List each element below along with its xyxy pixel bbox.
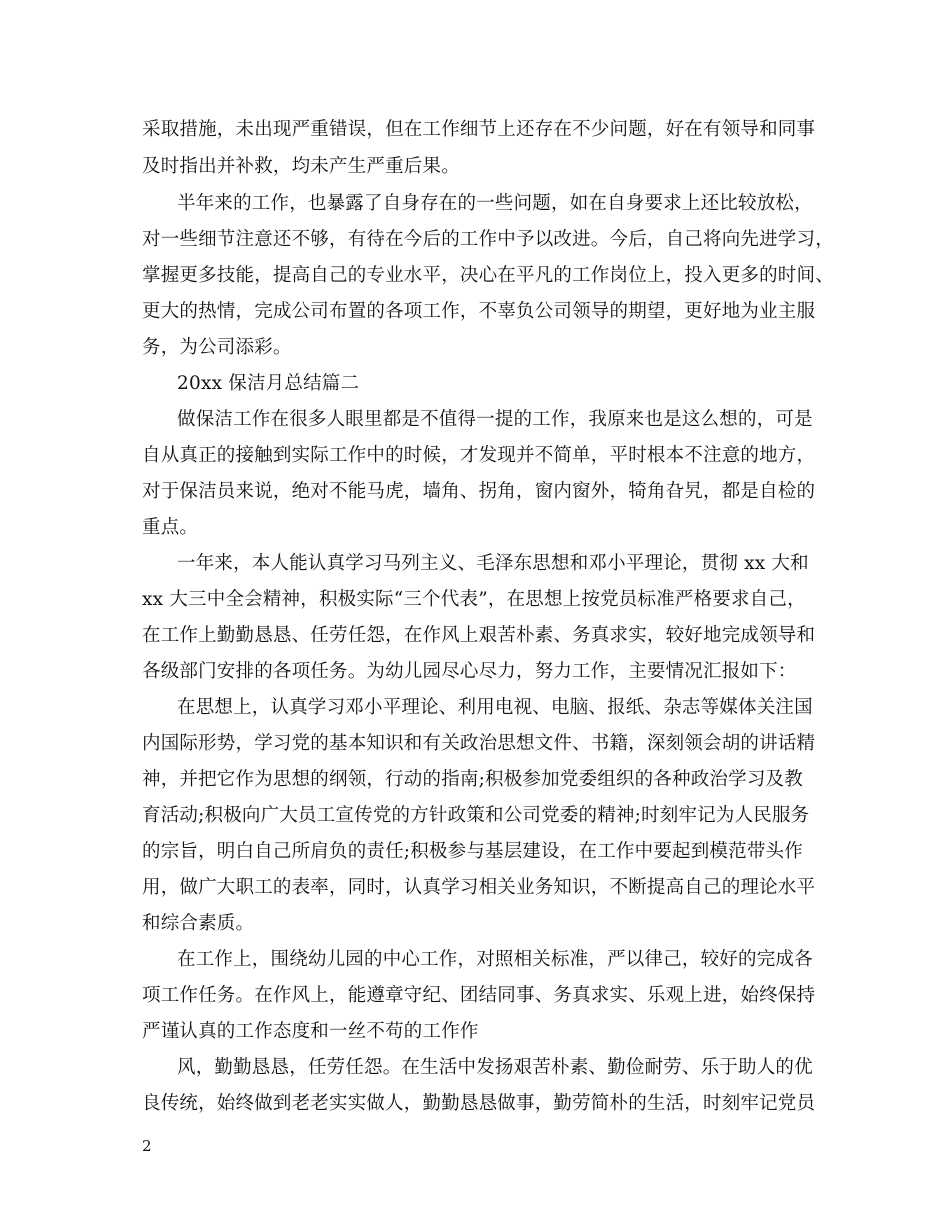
text-line: 育活动;积极向广大员工宣传党的方针政策和公司党委的精神;时刻牢记为人民服务 [142, 805, 810, 826]
text-line: 及时指出并补救，均未产生严重后果。 [142, 156, 460, 177]
text-line: 内国际形势，学习党的基本知识和有关政治思想文件、书籍，深刻领会胡的讲话精 [142, 733, 816, 754]
text-line: 神，并把它作为思想的纲领，行动的指南;积极参加党委组织的各种政治学习及教 [142, 769, 803, 790]
text-line: 用，做广大职工的表率，同时，认真学习相关业务知识，不断提高自己的理论水平 [142, 877, 816, 898]
text-line: 自从真正的接触到实际工作中的时候，才发现并不简单，平时根本不注意的地方， [142, 445, 816, 466]
text-line: 在思想上，认真学习邓小平理论、利用电视、电脑、报纸、杂志等媒体关注国 [177, 697, 813, 718]
text-line: 更大的热情，完成公司布置的各项工作，不辜负公司领导的期望，更好地为业主服 [142, 301, 816, 322]
text-line: 半年来的工作，也暴露了自身存在的一些问题，如在自身要求上还比较放松， [177, 193, 813, 214]
text-line: 项工作任务。在作风上，能遵章守纪、团结同事、务真求实、乐观上进，始终保持 [142, 985, 816, 1006]
text-line: 务，为公司添彩。 [142, 337, 292, 358]
text-line: 一年来，本人能认真学习马列主义、毛泽东思想和邓小平理论，贯彻 xx 大和 [177, 553, 809, 574]
text-line: 对于保洁员来说，绝对不能马虎，墙角、拐角，窗内窗外，犄角旮旯，都是自检的 [142, 481, 816, 502]
text-line: 严谨认真的工作态度和一丝不苟的工作作 [142, 1021, 479, 1042]
text-line: 风，勤勤恳恳，任劳任怨。在生活中发扬艰苦朴素、勤俭耐劳、乐于助人的优 [177, 1057, 813, 1078]
text-line: 掌握更多技能，提高自己的专业水平，决心在平凡的工作岗位上，投入更多的时间、 [142, 265, 834, 286]
text-line: 各级部门安排的各项任务。为幼儿园尽心尽力，努力工作，主要情况汇报如下： [142, 661, 797, 682]
section-heading: 20xx 保洁月总结篇二 [177, 373, 360, 394]
text-line: 在工作上勤勤恳恳、任劳任怨，在作风上艰苦朴素、务真求实，较好地完成领导和 [142, 625, 816, 646]
text-line: 的宗旨，明白自己所肩负的责任;积极参与基层建设，在工作中要起到模范带头作 [142, 841, 803, 862]
text-line: 做保洁工作在很多人眼里都是不值得一提的工作，我原来也是这么想的，可是 [177, 409, 813, 430]
text-line: 对一些细节注意还不够，有待在今后的工作中予以改进。今后，自己将向先进学习， [142, 229, 834, 250]
text-line: 和综合素质。 [142, 913, 255, 934]
text-line: 采取措施，未出现严重错误，但在工作细节上还存在不少问题，好在有领导和同事 [142, 119, 816, 140]
text-line: 良传统，始终做到老老实实做人，勤勤恳恳做事，勤劳简朴的生活，时刻牢记党员 [142, 1093, 816, 1114]
text-line: 重点。 [142, 517, 199, 538]
text-line: 在工作上，围绕幼儿园的中心工作，对照相关标准，严以律己，较好的完成各 [177, 949, 813, 970]
text-line: xx 大三中全会精神，积极实际“三个代表”，在思想上按党员标准严格要求自己， [142, 589, 806, 610]
page-number: 2 [142, 1137, 152, 1155]
